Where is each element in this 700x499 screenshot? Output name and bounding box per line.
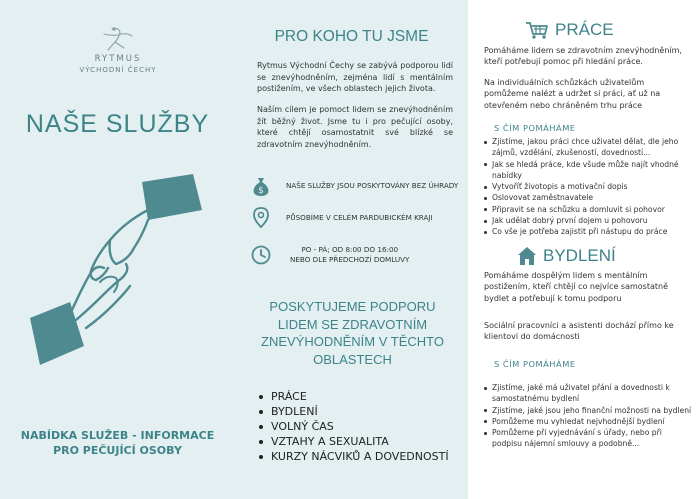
work-help-heading: S ČÍM POMÁHÁME <box>494 123 576 133</box>
list-item: Pomůžeme mu vyhledat nejvhodnější bydlení <box>484 416 692 427</box>
cart-icon <box>525 20 549 40</box>
services-title: NAŠE SLUŽBY <box>25 110 210 138</box>
svg-text:$: $ <box>258 186 264 196</box>
work-help-list <box>484 136 692 238</box>
list-item: PRÁCE <box>257 389 449 404</box>
helping-hands-illustration <box>30 170 205 370</box>
details-panel <box>468 0 700 499</box>
info-text-hours <box>290 245 409 265</box>
list-item: Pomůžeme při vyjednávání s úřady, nebo při podpisu nájemní smlouvy a podobně... <box>484 427 692 450</box>
list-item: BYDLENÍ <box>257 404 449 419</box>
money-bag-icon <box>250 175 272 197</box>
info-free-of-charge <box>250 175 460 197</box>
housing-intro-2: Sociální pracovníci a asistenti dochází přímo ke klientovi do domácnosti <box>484 321 674 342</box>
cover-panel <box>0 0 235 499</box>
info-region <box>250 206 460 230</box>
list-item: Jak udělat dobrý první dojem u pohovoru <box>484 215 692 226</box>
about-paragraph-2: Naším cílem je pomoct lidem se znevýhodněním žít běžný život. Jsme tu i pro pečující osoby, které chtějí osamostatnit své blízké se zdravotním znevýhodněním. <box>257 105 453 149</box>
work-heading <box>525 20 614 40</box>
info-text-free: NAŠE SLUŽBY JSOU POSKYTOVÁNY BEZ ÚHRADY <box>286 181 459 190</box>
work-intro-1: Pomáháme lidem se zdravotním znevýhodněním, kteří potřebují pomoc při hledání práce. <box>484 46 682 67</box>
dancer-logo-icon <box>98 26 138 52</box>
housing-help-heading: S ČÍM POMÁHÁME <box>494 359 576 369</box>
support-areas-heading: POSKYTUJEME PODPORU LIDEM SE ZDRAVOTNÍM ZNEVÝHODNĚNÍM V TĚCHTO OBLASTECH <box>261 299 444 367</box>
hours-line2: NEBO DLE PŘEDCHOZÍ DOMLUVY <box>290 255 410 264</box>
location-pin-icon <box>250 206 272 230</box>
logo-line2: VÝCHODNÍ ČECHY <box>79 66 157 74</box>
clock-icon <box>250 244 272 266</box>
list-item: Připravit se na schůzku a domluvit si pohovor <box>484 204 692 215</box>
services-list <box>257 389 449 464</box>
list-item: Oslovovat zaměstnavatele <box>484 192 692 203</box>
housing-help-list <box>484 382 692 450</box>
housing-title: BYDLENÍ <box>543 246 616 265</box>
rytmus-logo <box>78 26 158 74</box>
info-text-region: PŮSOBÍME V CELÉM PARDUBICKÉM KRAJI <box>286 213 433 222</box>
housing-intro-1: Pomáháme dospělým lidem s mentálním postižením, kteří chtějí co nejvíce samostatně bydlet a potřebují k tomu podporu <box>484 271 669 303</box>
list-item: VZTAHY A SEXUALITA <box>257 434 449 449</box>
list-item: Zjistíme, jakou práci chce uživatel dělat, dle jeho zájmů, vzdělání, zkušeností, dovedností... <box>484 136 692 159</box>
work-intro-2: Na individuálních schůzkách uživatelům pomůžeme nalézt a udržet si práci, ať už na otevřeném nebo chráněném trhu práce <box>484 78 661 110</box>
list-item: Zjistíme, jaké má uživatel přání a dovednosti k samostatnému bydlení <box>484 382 692 405</box>
brochure-subtitle: NABÍDKA SLUŽEB - INFORMACE PRO PEČUJÍCÍ OSOBY <box>20 429 215 457</box>
list-item: VOLNÝ ČAS <box>257 419 449 434</box>
about-paragraph-1: Rytmus Východní Čechy se zabývá podporou lidí se znevýhodněním, zejména lidí s mentálním postižením, ve všech oblastech jejich života. <box>257 61 453 93</box>
list-item: Co vše je potřeba zajistit při nástupu do práce <box>484 226 692 237</box>
hours-line1: PO - PÁ; OD 8:00 DO 16:00 <box>301 245 399 254</box>
about-panel <box>235 0 468 499</box>
about-title: PRO KOHO TU JSME <box>274 28 429 45</box>
info-hours <box>250 244 460 266</box>
housing-heading <box>517 246 616 266</box>
list-item: Jak se hledá práce, kde všude může najít vhodné nabídky <box>484 159 692 182</box>
list-item: Vytvoříť životopis a motivační dopis <box>484 181 692 192</box>
house-icon <box>517 246 537 266</box>
logo-line1: RYTMUS <box>94 54 142 64</box>
work-title: PRÁCE <box>555 20 614 39</box>
list-item: KURZY NÁCVIKŮ A DOVEDNOSTÍ <box>257 449 449 464</box>
list-item: Zjistíme, jaké jsou jeho finanční možnosti na bydlení <box>484 405 692 416</box>
